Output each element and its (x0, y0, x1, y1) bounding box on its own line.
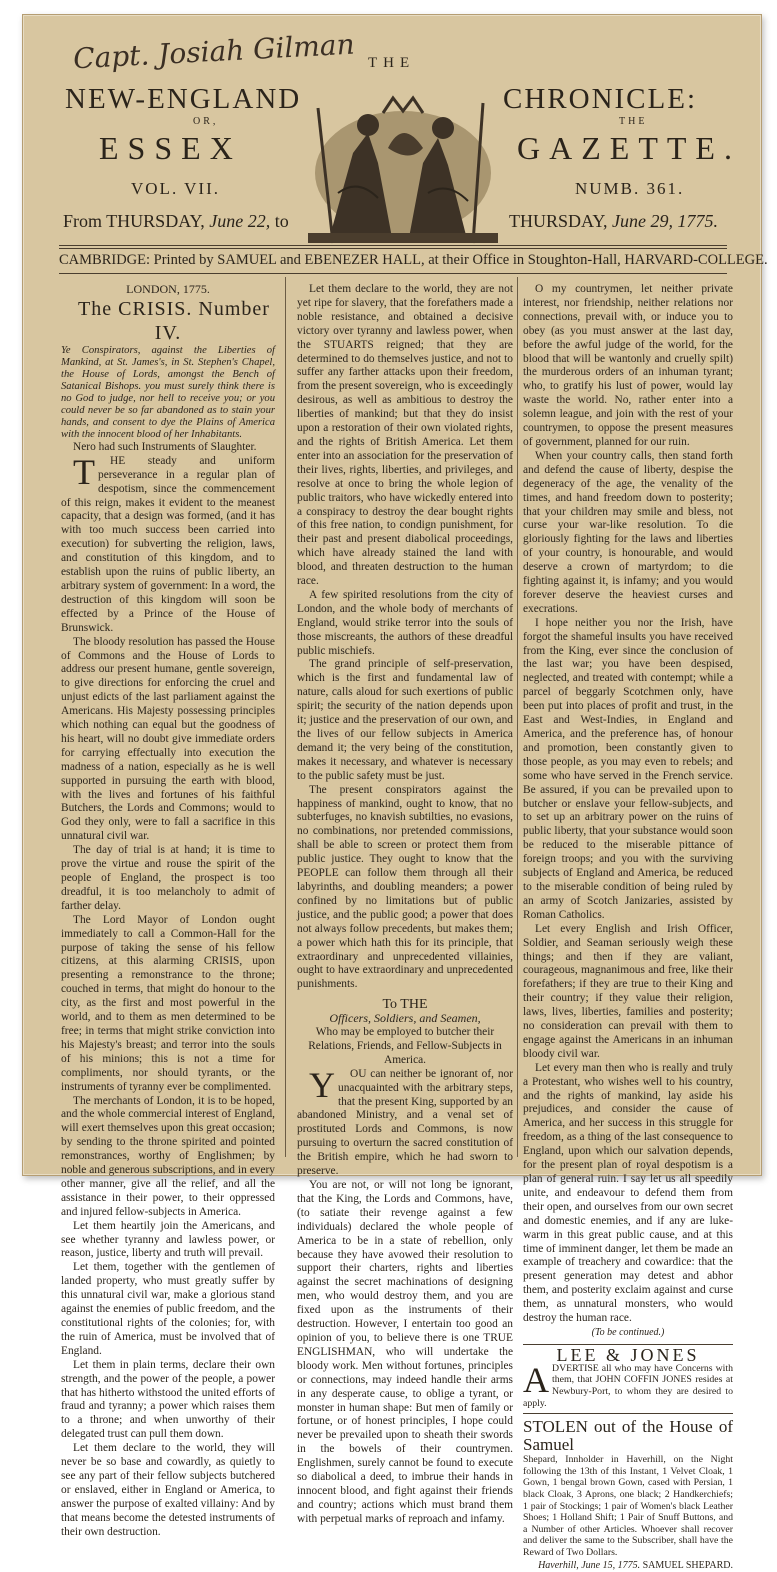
address-paragraph-3: O my countrymen, let neither private interest, nor friendship, neither relations nor connections, prevail with, or induce you to obey (as you must answer at the last day, before the awful judge of the world, for the blood that will be wantonly and cruelly spilt) the murderous orders of an inhuman tyrant; who, to gratify his lust of power, would lay waste the world. No, rather enter into a solemn league, and join with the rest of your countrymen, to oppose the present measures of government, planned for our ruin. (523, 283, 733, 450)
article-paragraph-9: Let them declare to the world, they will never be so base and cowardly, as quietly to see any part of their fellow subjects butchered or enslaved, either in England or America, to answer the purpose of exalted villainy: And by that means become the detested instruments of their own destruction. (61, 1442, 275, 1539)
article-dateline: LONDON, 1775. (61, 283, 275, 297)
ad-rule-middle (523, 1413, 733, 1414)
masthead-the: THE (368, 55, 415, 72)
from-prefix: From THURSDAY, (63, 211, 205, 231)
address-paragraph-6: Let every English and Irish Officer, Soldier, and Seaman seriously weigh these things; and then if they are valiant, courageous, magnanimous and free, like their forefathers; if they are true to their King and their country; if they value their religion, laws, lives, liberties, families and posterity; no consideration can prevail with them to engage against the Americans in an inhuman bloody civil war. (523, 923, 733, 1062)
volume-number: VOL. VII. (131, 179, 220, 199)
masthead-title-left: NEW-ENGLAND (65, 83, 301, 116)
newspaper-page (22, 14, 762, 1176)
lee-jones-ad: ADVERTISE all who may have Concerns with them, that JOHN COFFIN JONES resides at Newbury-Port, to whom they are desired to apply. (523, 1363, 733, 1409)
address-recipients: Officers, Soldiers, and Seamen, (297, 1012, 513, 1026)
stolen-ad-signature: Haverhill, June 15, 1775. SAMUEL SHEPARD. (523, 1559, 733, 1572)
lee-jones-title: LEE & JONES (523, 1349, 733, 1363)
column-divider-1 (285, 277, 286, 1157)
drop-cap: T (61, 457, 95, 487)
column-2 (297, 283, 513, 1153)
stolen-ad-title: STOLEN out of the House of Samuel (523, 1418, 733, 1454)
column-divider-2 (517, 277, 518, 1157)
stolen-ad-text: Shepard, Innholder in Haverhill, on the Night following the 13th of this Instant, 1 Velvet Cloak, 1 Gown, 1 bengal brown Gown, cased with Persian, 1 black Cloak, 3 Aprons, one black; 2 Handkerchiefs; 1 pair of Stockings; 1 pair of Women's black Leather Shoes; 1 Holland Shift; 1 Pair of Snuff Buttons, and a Number of other Articles. Whoever shall recover and deliver the same to the Subscriber, shall have the Reward of Two Dollars. (523, 1454, 733, 1558)
from-date: June 22, (209, 211, 270, 231)
address-paragraph-7: Let every man then who is really and truly a Protestant, who wishes well to his country, and the rights of mankind, lay aside his prejudices, and consider the cause of America, and her success in this struggle for freedom, as a thing of the last consequence to England, upon which our salvation depends, for the present plan of royal despotism is a plan of general ruin. I say let us all speedily unite, and endeavour to defend them from their open, and ourselves from our own secret and domestic enemies, and if any are luke-warm in this great public cause, and at this time of imminent danger, let them be made an example of treachery and cowardice: that the present generation may detest and abhor them, and posterity exclaim against and curse them, as unnatural monsters, who would destroy the human race. (523, 1062, 733, 1326)
column-1 (61, 283, 275, 1153)
address-paragraph-5: I hope neither you nor the Irish, have forgot the shameful insults you have received from the King, ever since the conclusion of the last war; you have been despised, neglected, and treated with contempt; while a parcel of beggarly Scotchmen only, have been put into places of profit and trust, in the East and West-Indies, in England and America, and the preference has, of honour and promotion, been constantly given to those people, as you may even to rebels; and some who have served in the French service. Be assured, if you can be prevailed upon to butcher or enslave your fellow-subjects, and to set up an arbitrary power on the ruins of public liberty, that your substance would soon be reduced to the miserable pittance of foreign troops; and you with the surviving subjects of England and America, be reduced to the miserable condition of being ruled by an army of Scotch Janizaries, assisted by Roman Catholics. (523, 617, 733, 923)
article-paragraph-3: The day of trial is at hand; it is time to prove the virtue and rouse the spirit of the people of England, the prospect is too dreadful, it is too melancholy to admit of farther delay. (61, 844, 275, 914)
masthead-rule-top-double (59, 248, 727, 249)
article-paragraph-6: Let them heartily join the Americans, and see whether tyranny and lawless power, or reason, justice, liberty and truth will prevail. (61, 1220, 275, 1262)
to-be-continued: (To be continued.) (523, 1326, 733, 1340)
article-paragraph-1: T HE steady and uniform perseverance in a regular plan of despotism, since the commencement of this reign, makes it evident to the meanest capacity, that a design was formed, (and it has with too much success been carried into execution) for subverting the religion, laws, and constitution of this kingdom, and to establish upon the ruins of public liberty, an arbitrary system of government: In a word, the destruction of this kingdom will soon be effected by a Prince of the House of Brunswick. (61, 455, 275, 636)
address-subheading: Who may be employed to butcher their Relations, Friends, and Fellow-Subjects in America. (297, 1026, 513, 1068)
article-address: Ye Conspirators, against the Liberties of Mankind, at St. James's, in St. Stephen's Chapel, the House of Lords, amongst the Bench of Satanical Bishops. you must surely think there is no God to judge, nor hell to receive you; or you could never be so far abandoned as to stain your hands, and consent to dye the Plains of America with the innocent blood of her Inhabitants. (61, 345, 275, 441)
masthead-gazette: GAZETTE. (517, 130, 741, 167)
from-to: to (275, 211, 289, 231)
article-paragraph-5: The merchants of London, it is to be hoped, and the whole commercial interest of England, will exert themselves upon this great occasion; by sending to the throne spirited and pointed remonstrances, worthy of Englishmen; by noble and generous subscriptions, and in every other manner, give all the relief, and all the assistance in their power, to their oppressed and injured fellow-subjects in America. (61, 1095, 275, 1220)
masthead-or: OR, (193, 116, 218, 127)
column-3 (523, 283, 733, 1153)
masthead-rule-bottom (59, 273, 727, 274)
address-paragraph-1: Y OU can neither be ignorant of, nor unacquainted with the arbitrary steps, that the present King, supported by an abandoned Ministry, and a venal set of prostituted Lords and Commons, is now pursuing to overturn the sacred constitution of the British empire, which he had sworn to preserve. (297, 1068, 513, 1179)
address-heading: To THE (297, 998, 513, 1012)
article-nero-line: Nero had such Instruments of Slaughter. (61, 441, 275, 455)
article-title: The CRISIS. Number IV. (61, 297, 275, 345)
address-paragraph-2: You are not, or will not long be ignorant, that the King, the Lords and Commons, have, (to satiate their revenge against a few individuals) declared the whole people of America to be in a state of rebellion, only because they have avowed their resolution to support their charters, rights and liberties against the secret machinations of designing men, who would destroy them, and you are fixed upon as the instruments of their destruction. However, I entertain too good an opinion of you, to believe there is one TRUE ENGLISHMAN, who will undertake the bloody work. Men without fortunes, principles or connections, may indeed handle their arms in any desperate cause, to oblige a tyrant, or monster in human shape: But men of family or fortune, or of honest principles, I hope could never be prevailed upon to sheath their swords in the bowels of their countrymen. Englishmen, surely cannot be found to execute so diabolical a deed, to imbrue their hands in innocent blood, and fight against their friends and country; actions which must brand them with perpetual marks of reproach and infamy. (297, 1179, 513, 1527)
article-paragraph-4: The Lord Mayor of London ought immediately to call a Common-Hall for the purpose of taking the sense of his fellow citizens, at this alarming CRISIS, upon presenting a remonstrance to the throne; couched in terms, that might do honour to the city, as the first and most powerful in the world, and to them as men determined to be free; in terms that might strike conviction into his Majesty's breast; and terror into the souls of his minions; this is not a time for compliments, nor should tyrants, or the instruments of tyranny ever be complimented. (61, 914, 275, 1095)
date-range-from (63, 211, 289, 232)
masthead-title-right: CHRONICLE: (503, 83, 697, 116)
to-date: June 29, 1775. (612, 211, 718, 231)
drop-cap-2: Y (297, 1070, 335, 1100)
article-paragraph-13: The present conspirators against the happiness of mankind, ought to know, that no subterfuges, no knavish subtilties, no evasions, no combinations, nor pretended commissions, shall be able to screen or protect them from public justice. They ought to know that the PEOPLE can follow them through all their labyrinths, and doubling meanders; a power confined by no limitations but of public justice, and the public good; a power that does not always follow precedents, but makes them; a power which hath this for its principle, that extraordinary and unprecedented villainies, ought to have extraordinary and unprecedented punishments. (297, 784, 513, 993)
date-range-to (509, 211, 718, 232)
article-paragraph-12: The grand principle of self-preservation, which is the first and fundamental law of nature, calls aloud for such exertions of public spirit; the security of the nation depends upon it; justice and the preservation of our own, and the lives of our fellow subjects in America demand it; the very being of the constitution, makes it necessary, and whatever is necessary to the public safety must be just. (297, 658, 513, 783)
article-paragraph-8: Let them in plain terms, declare their own strength, and the power of the people, a power that has hitherto withstood the united efforts of fraud and tyranny; a power which raises them to a throne; and when unworthy of their delegated trust can pull them down. (61, 1359, 275, 1442)
handwritten-signature: Capt. Josiah Gilman (72, 28, 355, 76)
to-prefix: THURSDAY, (509, 211, 608, 231)
article-paragraph-11: A few spirited resolutions from the city of London, and the whole body of merchants of England, would strike terror into the souls of those miscreants, the authors of these dreadful public mischiefs. (297, 589, 513, 659)
printer-imprint: CAMBRIDGE: Printed by SAMUEL and EBENEZER HALL, at their Office in Stoughton-Hall, HARVARD-COLLEGE. (59, 252, 727, 269)
article-paragraph-2: The bloody resolution has passed the House of Commons and the House of Lords to address our present humane, gentle sovereign, to give directions for enforcing the cruel and unjust edicts of the last parliament against the Americans. His Majesty possessing principles which nothing can equal but the goodness of his heart, will no doubt give immediate orders for carrying effectually into execution the madness of a nation, especially as he is well supported in pursuing the earth with blood, with the lives and fortunes of his faithful Butchers, the Lords and Commons; would to God they only, were to fall a sacrifice in this unnatural civil war. (61, 636, 275, 845)
masthead-woodcut-illustration (298, 93, 508, 248)
masthead-the-small: THE (619, 116, 647, 127)
masthead-rule-top (59, 245, 727, 246)
article-paragraph-7: Let them, together with the gentlemen of landed property, who must greatly suffer by this unnatural civil war, make a glorious stand against the enemies of public freedom, and the constitutional rights of the colonies; for, with the ruin of America, must be involved that of England. (61, 1261, 275, 1358)
article-paragraph-10: Let them declare to the world, they are not yet ripe for slavery, that the forefathers made a noble resistance, and obtained a decisive victory over tyranny and lawless power, when the STUARTS reigned; that they are determined to do themselves justice, and not to suffer any farther attacks upon their freedom, from the present sovereign, who is exceedingly desirous, as well as ambitious to destroy the liberties of mankind; but that they do insist upon a restoration of their own violated rights, and the rights of British America. Let them enter into an association for the preservation of their lives, rights, liberties, and privileges, and resolve at once to bring the whole legion of public traitors, who have wickedly entered into a conspiracy to destroy the dear bought rights of this free nation, to condign punishment, for their past and present diabolical proceedings, which have already stained the land with blood, and threaten destruction to the human race. (297, 283, 513, 589)
masthead-essex: ESSEX (99, 130, 242, 167)
address-paragraph-4: When your country calls, then stand forth and defend the cause of liberty, despise the degeneracy of the age, the venality of the times, and hand freedom down to posterity; that your children may smile and bless, not curse your war-like resolution. To die gloriously fighting for the laws and liberties of your country, is honourable, and would deserve a crown of martyrdom; to die fighting against it, is infamy; and you would forever deserve the heaviest curses and execrations. (523, 450, 733, 617)
issue-number: NUMB. 361. (575, 179, 684, 199)
drop-cap-3: A (523, 1365, 549, 1395)
